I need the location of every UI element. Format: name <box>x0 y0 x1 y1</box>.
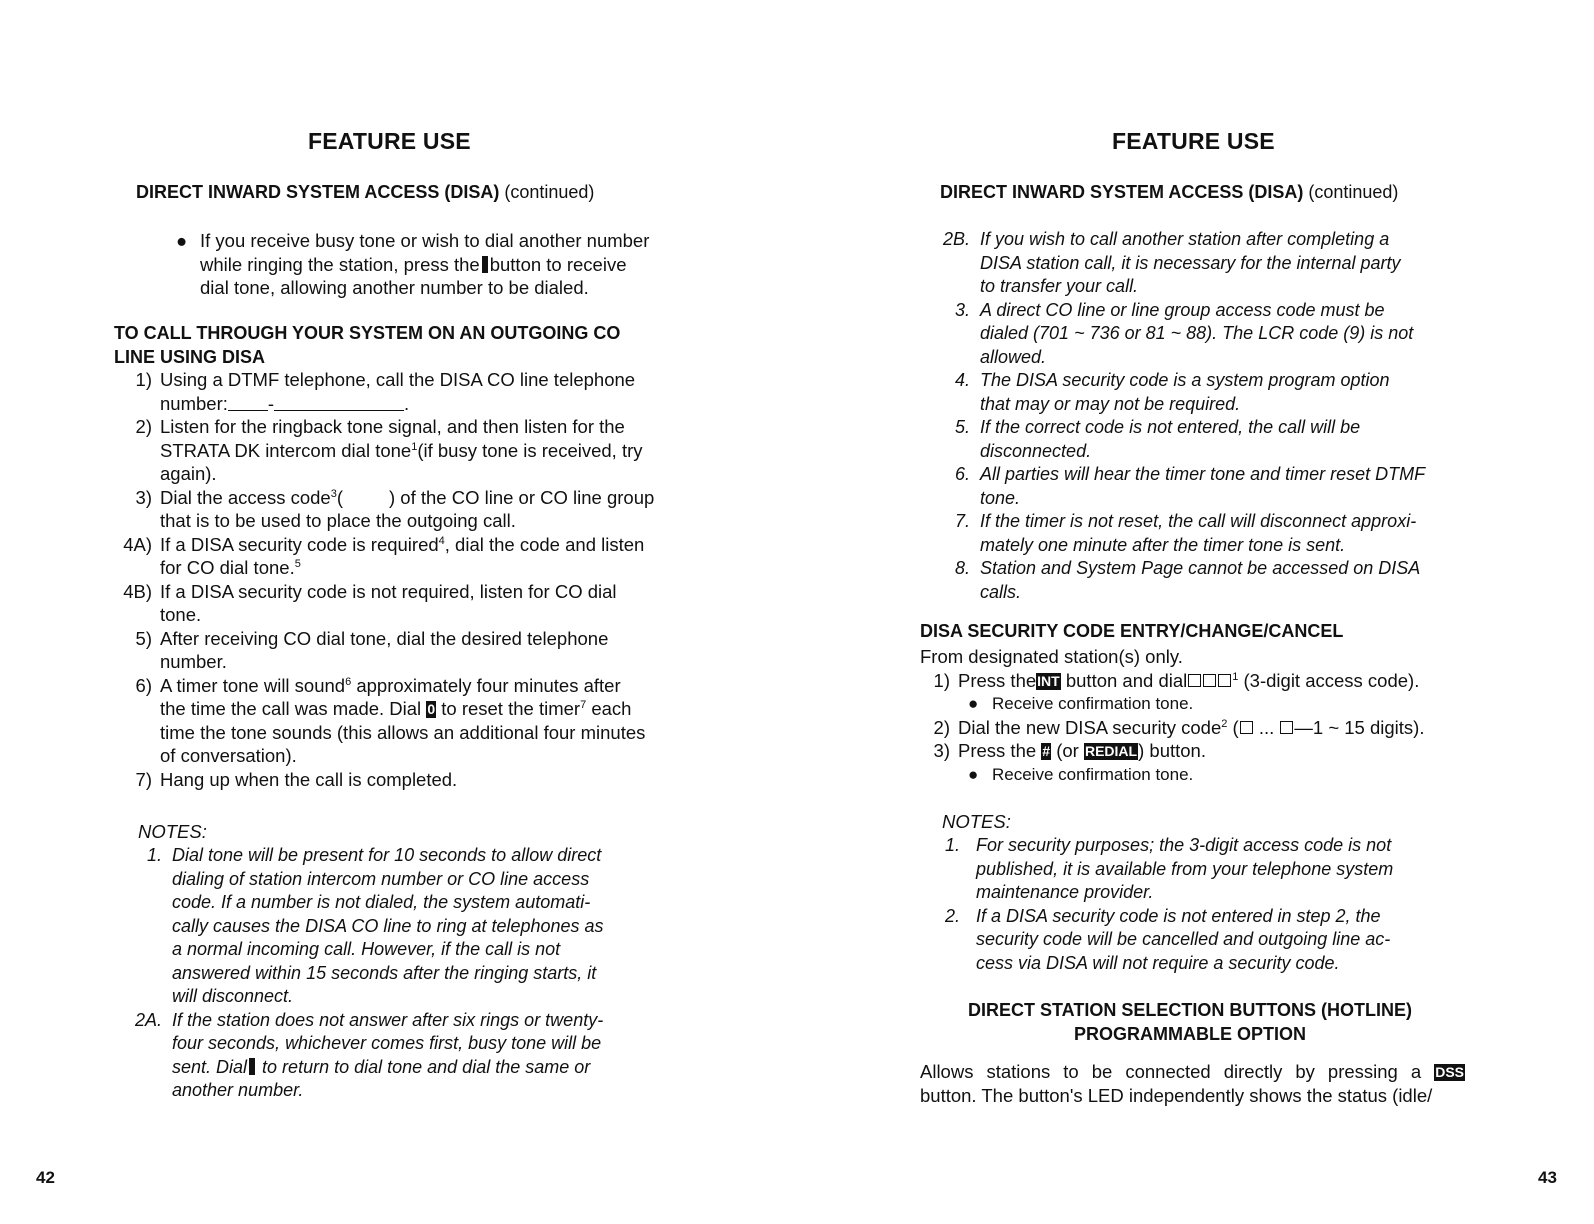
digit-box-icon <box>1218 674 1231 687</box>
left-note-1-line4: cally causes the DISA CO line to ring at telephones as <box>172 915 604 936</box>
left-bullet-line2a: while ringing the station, press the <box>200 253 480 275</box>
right-note-8-num: 8. <box>954 558 970 578</box>
right-heading-security: DISA SECURITY CODE ENTRY/CHANGE/CANCEL <box>920 621 1344 641</box>
right-note-4-line2: that may or may not be required. <box>980 393 1241 414</box>
right-notes-label: NOTES: <box>942 811 1011 832</box>
left-heading <box>114 322 620 369</box>
right-note-2-line3: cess via DISA will not require a security code. <box>976 952 1340 973</box>
security-step-2-text: Dial the new DISA security code <box>958 716 1222 738</box>
step-1: 1) Using a DTMF telephone, call the DISA CO line telephone number: - . <box>114 368 674 415</box>
right-note-2b <box>936 228 1472 299</box>
right-note-2-line2: security code will be cancelled and outgoing line ac- <box>976 929 1391 949</box>
security-step-3-bullet: Receive confirmation tone. <box>992 764 1194 784</box>
footnote-1: 1 <box>411 440 418 453</box>
right-note-3-num: 3. <box>954 299 970 320</box>
footnote-7: 7 <box>580 698 587 711</box>
security-step-3-text: Press the <box>958 740 1037 761</box>
step-5-num: 5) <box>135 627 152 649</box>
left-note-2a-num: 2A. <box>134 1009 162 1030</box>
security-step-2-num: 2) <box>933 716 950 738</box>
step-5-line2: number. <box>160 651 227 672</box>
right-note-5-num: 5. <box>954 417 970 437</box>
right-note-5 <box>936 416 1472 463</box>
security-step-2-paren: ( <box>1227 716 1239 738</box>
right-from-text: From designated station(s) only. <box>920 646 1183 667</box>
digit-box-icon <box>1188 674 1201 687</box>
step-4a-line1: If a DISA security code is required <box>160 533 439 555</box>
right-note-1-num: 1. <box>944 835 960 855</box>
right-note-2-line1: If a DISA security code is not entered in step 2, the <box>976 905 1381 926</box>
right-note-5-line1: If the correct code is not entered, the call will be <box>980 417 1361 437</box>
right-note-3-line3: allowed. <box>980 346 1047 367</box>
left-note-1-line1: Dial tone will be present for 10 seconds to allow direct <box>172 845 602 865</box>
right-note-4 <box>936 369 1472 416</box>
right-note-1-line1: For security purposes; the 3-digit access code is not <box>976 835 1392 855</box>
security-step-1 <box>920 669 1480 716</box>
step-3-num: 3) <box>135 486 152 508</box>
footnote-6: 6 <box>345 675 352 688</box>
left-note-2a-line3b: to return to dial tone and dial the same or <box>257 1056 591 1077</box>
right-section-suffix: (continued) <box>1303 182 1399 202</box>
right-note-7-num: 7. <box>954 511 970 531</box>
step-4a-num: 4A) <box>123 533 152 555</box>
step-3 <box>114 486 674 533</box>
security-step-2-range: —1 ~ 15 digits). <box>1294 716 1425 738</box>
security-step-1-text: Press the <box>958 669 1037 691</box>
step-4b <box>114 580 674 627</box>
security-step-1-num: 1) <box>933 669 950 691</box>
step-6-num: 6) <box>135 674 152 696</box>
right-note-8-line2: calls. <box>980 581 1022 602</box>
step-4a-line2: for CO dial tone. <box>160 557 295 578</box>
right-note-7 <box>936 510 1472 557</box>
pound-key-icon: # <box>1042 743 1051 759</box>
left-steps <box>114 368 674 791</box>
step-6-line2: the time the call was made. Dial <box>160 698 422 719</box>
right-note-3 <box>936 299 1472 370</box>
step-3-line2: that is to be used to place the outgoing call. <box>160 510 516 531</box>
step-7 <box>114 768 674 792</box>
step-3-line1: Dial the access code <box>160 486 331 508</box>
left-bullet <box>176 229 666 300</box>
blank-number <box>274 396 404 411</box>
step-4a <box>114 533 674 580</box>
right-note-4-num: 4. <box>954 370 970 390</box>
step-6 <box>114 674 674 768</box>
int-key-icon: INT <box>1037 672 1060 689</box>
security-step-2 <box>920 716 1480 740</box>
blank-area-code <box>228 396 268 411</box>
right-notes <box>936 834 1456 975</box>
step-6-line2b: to reset the timer <box>441 698 581 719</box>
right-dss-paragraph <box>920 1060 1465 1107</box>
step-3-line1b: ) of the CO line or CO line group <box>389 486 655 508</box>
left-bullet-line1: If you receive busy tone or wish to dial another number <box>200 230 650 251</box>
right-note-6-line2: tone. <box>980 487 1021 508</box>
right-notes-cont <box>936 228 1472 604</box>
left-note-1-line6: answered within 15 seconds after the ringing starts, it <box>172 962 597 983</box>
step-7-line1: Hang up when the call is completed. <box>160 768 458 790</box>
bullet-dot-icon: ● <box>968 694 979 713</box>
right-note-6 <box>936 463 1472 510</box>
bullet-dot-icon: ● <box>176 230 188 251</box>
left-page-title: FEATURE USE <box>308 128 471 154</box>
bullet-dot-icon: ● <box>968 764 979 784</box>
left-heading-line1: TO CALL THROUGH YOUR SYSTEM ON AN OUTGOING CO <box>114 323 621 343</box>
footnote-4: 4 <box>438 534 445 547</box>
right-note-7-line2: mately one minute after the timer tone is sent. <box>980 534 1346 555</box>
right-security-steps <box>920 645 1480 786</box>
step-1-line2: number: <box>160 392 228 414</box>
step-2-num: 2) <box>135 416 152 437</box>
flash-key-icon <box>482 256 488 273</box>
footnote-1: 1 <box>1232 670 1239 683</box>
flash-key-icon <box>249 1058 255 1075</box>
right-note-2b-line2: DISA station call, it is necessary for the internal party <box>980 252 1401 273</box>
left-section-heading <box>136 182 594 203</box>
right-note-7-line1: If the timer is not reset, the call will disconnect approxi- <box>980 511 1417 531</box>
right-dss-line1: Allows stations to be connected directly by pressing a <box>920 1061 1422 1082</box>
right-note-3-line1: A direct CO line or line group access code must be <box>980 299 1385 320</box>
step-6-line1: A timer tone will sound <box>160 674 346 696</box>
left-note-2a-line3: sent. Dial <box>172 1056 248 1077</box>
right-note-1-line2: published, it is available from your telephone system <box>976 858 1394 879</box>
right-note-2 <box>936 905 1456 976</box>
step-6-line2c: each <box>586 698 632 719</box>
security-step-1-bullet: Receive confirmation tone. <box>992 694 1194 713</box>
step-7-num: 7) <box>135 768 152 790</box>
right-note-2-num: 2. <box>944 905 960 926</box>
left-heading-line2: LINE USING DISA <box>114 346 266 367</box>
left-note-1-line5: a normal incoming call. However, if the call is not <box>172 939 561 959</box>
right-note-3-line2: dialed (701 ~ 736 or 81 ~ 88). The LCR code (9) is not <box>980 323 1414 343</box>
security-step-3-num: 3) <box>933 740 950 761</box>
right-page-number: 43 <box>1538 1168 1557 1187</box>
left-page-number: 42 <box>36 1168 55 1187</box>
digit-box-icon <box>1203 674 1216 687</box>
left-note-1-line7: will disconnect. <box>172 986 294 1006</box>
left-bullet-line3: dial tone, allowing another number to be dialed. <box>200 277 589 298</box>
right-heading-dss-line1: DIRECT STATION SELECTION BUTTONS (HOTLINE) <box>968 1000 1412 1020</box>
left-note-2a-line4: another number. <box>172 1080 304 1100</box>
step-2-line2b: (if busy tone is received, try <box>417 439 643 461</box>
security-step-1-text-c: (3-digit access code). <box>1238 669 1420 691</box>
right-section-title: DIRECT INWARD SYSTEM ACCESS (DISA) <box>940 182 1304 202</box>
left-notes <box>130 844 650 1103</box>
left-note-1-num: 1. <box>146 845 162 865</box>
right-note-6-line1: All parties will hear the timer tone and timer reset DTMF <box>980 464 1426 484</box>
security-step-3 <box>920 739 1480 786</box>
right-note-1-line3: maintenance provider. <box>976 882 1154 902</box>
step-5-line1: After receiving CO dial tone, dial the desired telephone <box>160 627 609 649</box>
security-step-3-text-b: (or <box>1051 740 1084 761</box>
step-6-line1b: approximately four minutes after <box>351 674 621 696</box>
right-note-1 <box>936 834 1456 905</box>
right-note-8 <box>936 557 1472 604</box>
left-note-2a <box>130 1009 650 1103</box>
step-2-line3: again). <box>160 463 217 484</box>
left-bullet-line2b: button to receive <box>489 253 627 275</box>
left-note-2a-line1: If the station does not answer after six rings or twenty- <box>172 1009 604 1030</box>
right-note-6-num: 6. <box>954 464 970 484</box>
left-section-suffix: (continued) <box>499 182 595 202</box>
left-notes-label: NOTES: <box>138 821 207 842</box>
footnote-5: 5 <box>294 557 301 570</box>
left-note-1-line2: dialing of station intercom number or CO line access <box>172 868 590 889</box>
left-note-1 <box>130 844 650 1009</box>
redial-key-icon: REDIAL <box>1084 743 1138 759</box>
right-note-2b-line1: If you wish to call another station after completing a <box>980 229 1390 249</box>
step-6-line4: of conversation). <box>160 745 297 766</box>
right-note-8-line1: Station and System Page cannot be accessed on DISA <box>980 558 1421 578</box>
digit-box-icon <box>1280 721 1293 734</box>
step-4b-line1: If a DISA security code is not required, listen for CO dial <box>160 580 617 602</box>
right-note-2b-num: 2B. <box>942 229 970 249</box>
step-4b-line2: tone. <box>160 604 202 625</box>
step-1-num: 1) <box>135 369 152 390</box>
right-note-5-line2: disconnected. <box>980 440 1092 461</box>
digit-box-icon <box>1240 721 1253 734</box>
step-6-line3: time the tone sounds (this allows an additional four minutes <box>160 721 646 743</box>
right-heading-dss <box>920 998 1460 1046</box>
right-section-heading <box>940 182 1398 203</box>
step-1-line1: Using a DTMF telephone, call the DISA CO line telephone <box>160 369 636 390</box>
right-note-2b-line3: to transfer your call. <box>980 276 1139 296</box>
footnote-3: 3 <box>330 487 337 500</box>
step-2-line2: STRATA DK intercom dial tone <box>160 439 412 461</box>
zero-key-icon: 0 <box>427 701 436 717</box>
security-step-3-text-c: ) button. <box>1138 740 1206 761</box>
step-4a-line1b: , dial the code and listen <box>444 533 645 555</box>
dss-key-icon: DSS <box>1435 1064 1464 1080</box>
security-step-2-ellipsis: ... <box>1253 716 1280 738</box>
step-5 <box>114 627 674 674</box>
left-note-1-line3: code. If a number is not dialed, the system automati- <box>172 892 591 912</box>
right-page-title: FEATURE USE <box>1112 128 1275 154</box>
step-2-line1: Listen for the ringback tone signal, and then listen for the <box>160 416 625 437</box>
step-4b-num: 4B) <box>123 580 152 602</box>
security-step-1-text-b: button and dial <box>1060 669 1188 691</box>
left-section-title: DIRECT INWARD SYSTEM ACCESS (DISA) <box>136 182 500 202</box>
right-note-4-line1: The DISA security code is a system program option <box>980 370 1390 390</box>
left-note-2a-line2: four seconds, whichever comes first, busy tone will be <box>172 1033 602 1053</box>
right-heading-dss-line2: PROGRAMMABLE OPTION <box>1074 1024 1306 1044</box>
right-dss-line2: button. The button's LED independently shows the status (idle/ <box>920 1084 1433 1106</box>
step-3-paren: ( <box>336 486 343 508</box>
step-2 <box>114 415 674 486</box>
footnote-2: 2 <box>1221 717 1228 730</box>
